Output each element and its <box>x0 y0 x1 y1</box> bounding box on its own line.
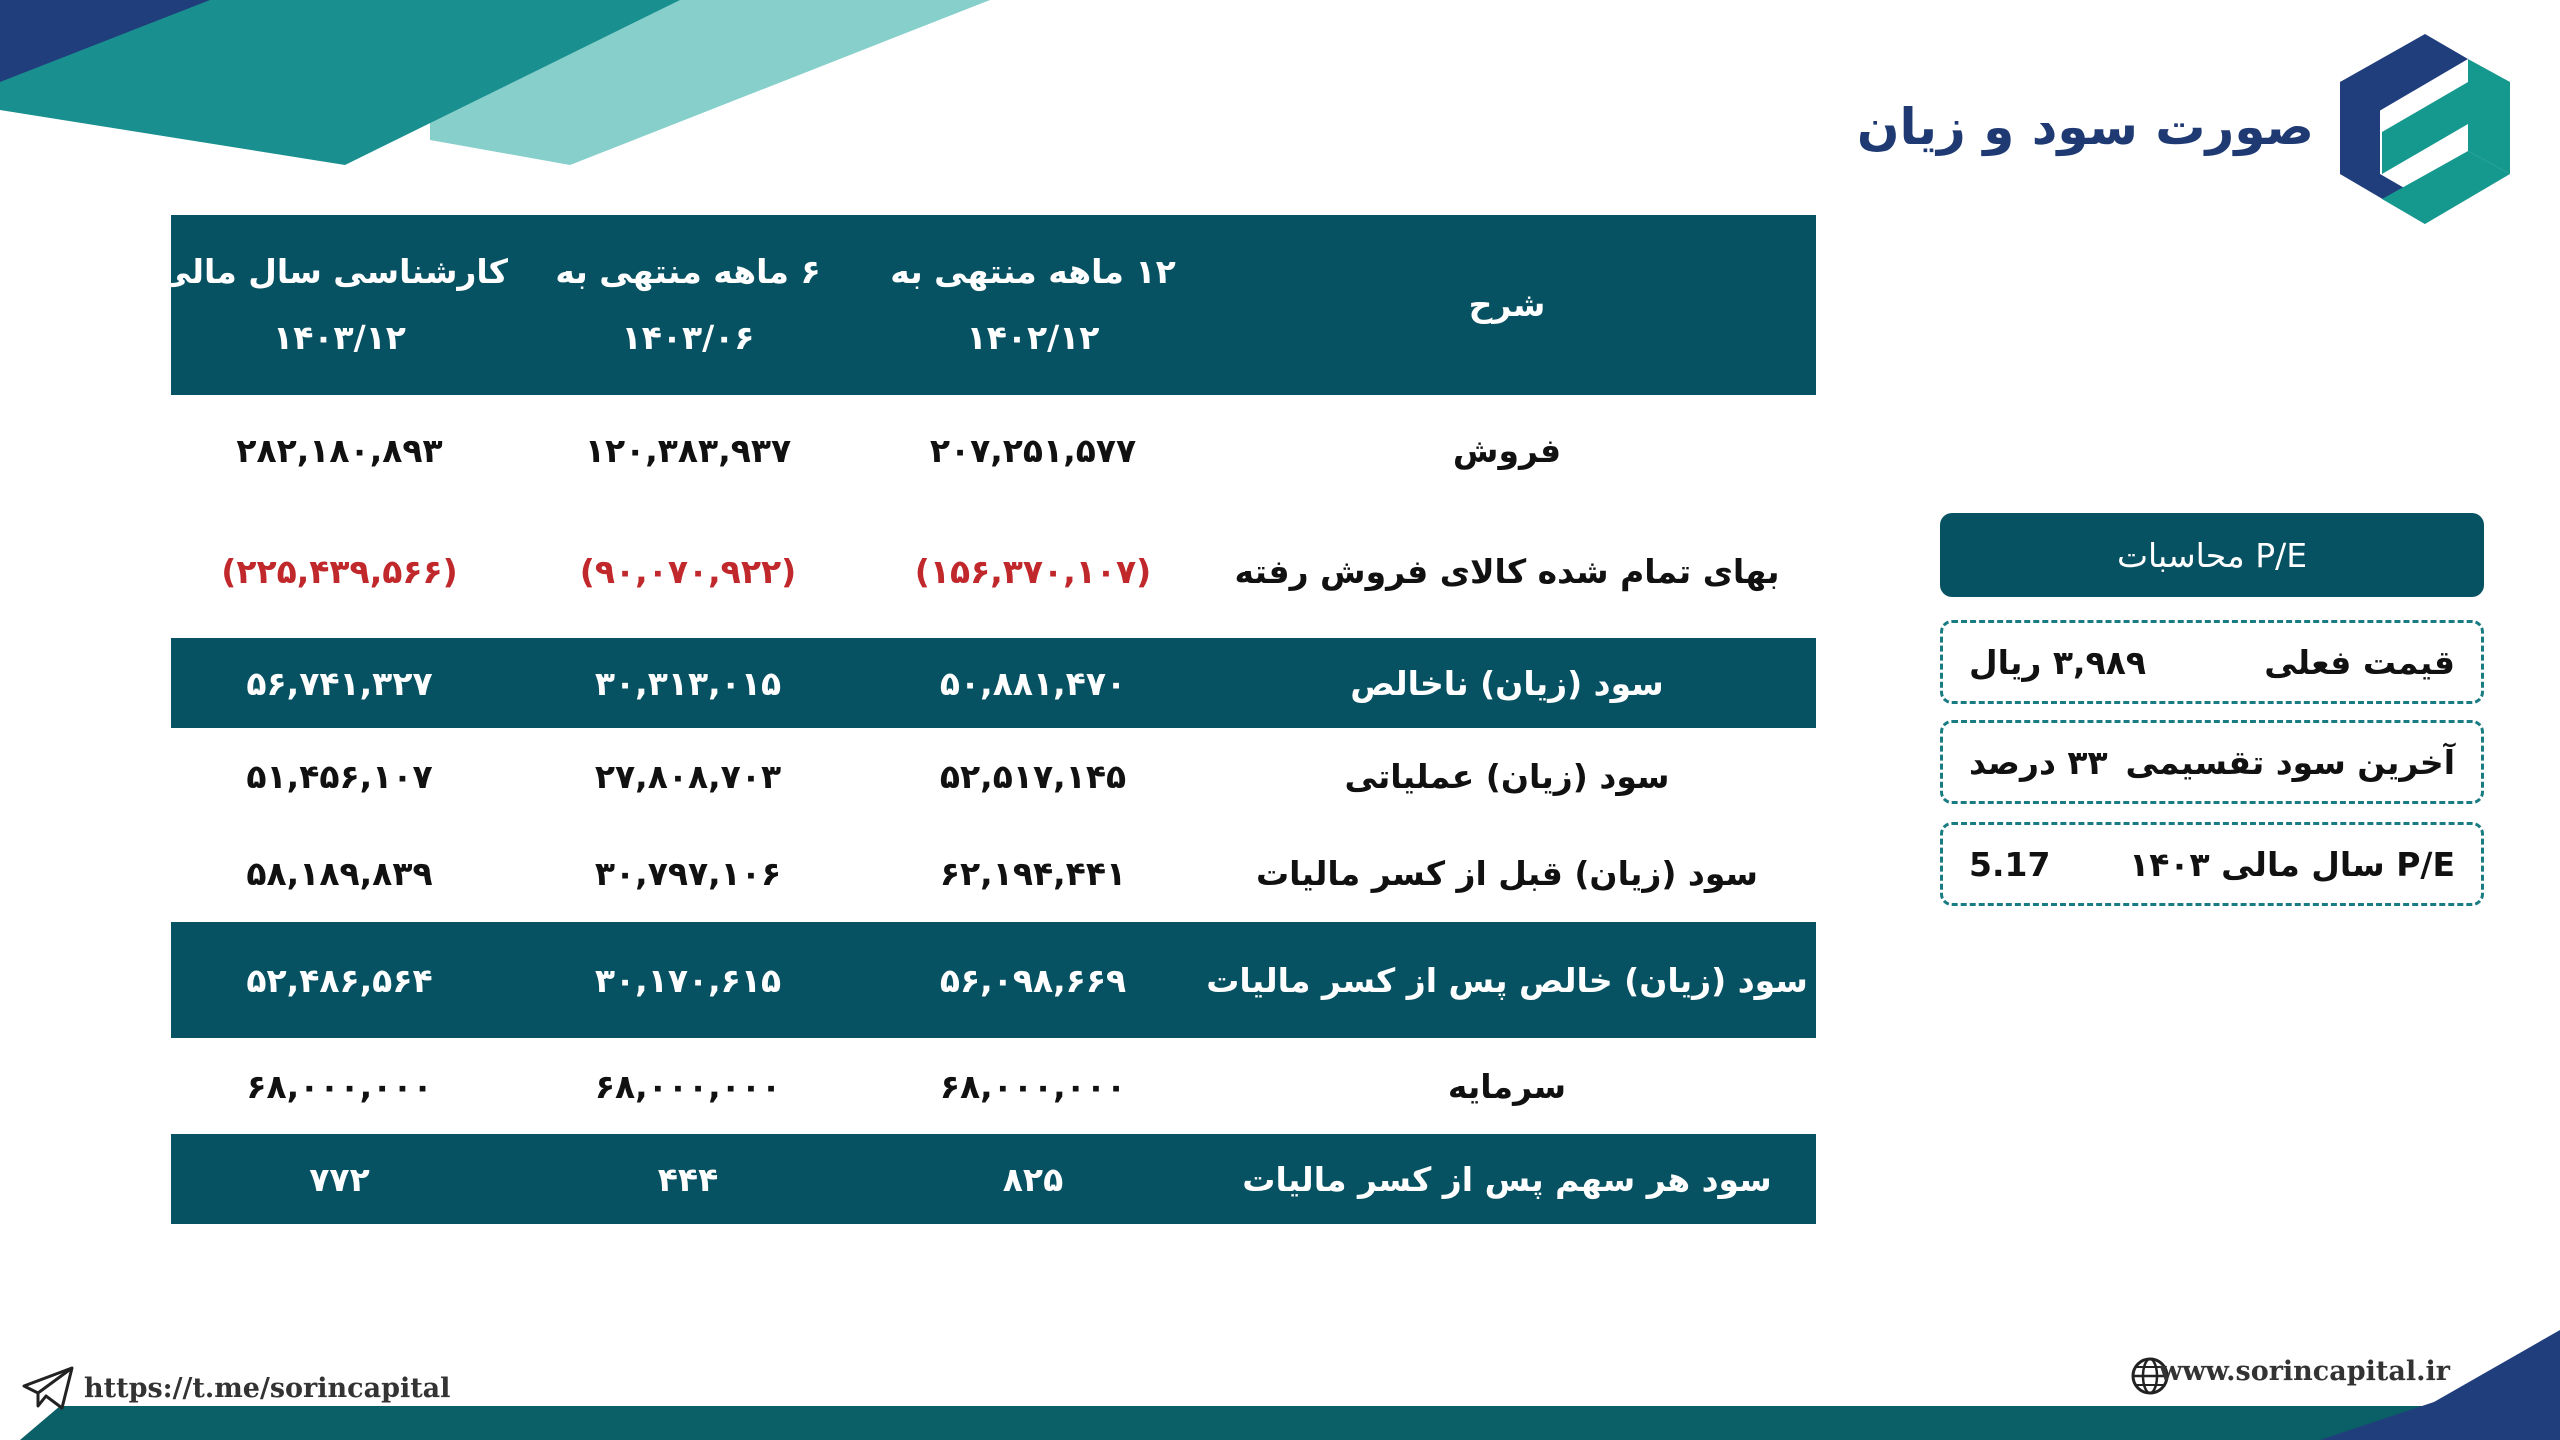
header-col-1403-12: کارشناسی سال مالی ۱۴۰۳/۱۲ <box>158 252 508 357</box>
header-description: شرح <box>1468 285 1546 324</box>
sorin-logo-icon <box>2340 34 2510 224</box>
pe-panel-title: محاسبات P/E <box>1940 513 2484 597</box>
table-row-pretax-profit: سود (زیان) قبل از کسر مالیات ۶۲,۱۹۴,۴۴۱ ۳۰,۷۹۷,۱۰۶ ۵۸,۱۸۹,۸۳۹ <box>246 853 1758 893</box>
table-row-cogs: بهای تمام شده کالای فروش رفته (۱۵۶,۳۷۰,۱۰۷) (۹۰,۰۷۰,۹۲۲) (۲۲۵,۴۳۹,۵۶۶) <box>221 552 1780 591</box>
table-row-net-profit: سود (زیان) خالص پس از کسر مالیات ۵۶,۰۹۸,۶۶۹ ۳۰,۱۷۰,۶۱۵ ۵۲,۴۸۶,۵۶۴ <box>171 922 1816 1038</box>
header-col-1403-06: ۶ ماهه منتهی به ۱۴۰۳/۰۶ <box>555 252 821 357</box>
table-row-operating-profit: سود (زیان) عملیاتی ۵۲,۵۱۷,۱۴۵ ۲۷,۸۰۸,۷۰۳ ۵۱,۴۵۶,۱۰۷ <box>246 756 1670 796</box>
income-statement-table <box>158 215 1816 1224</box>
table-row-capital: سرمایه ۶۸,۰۰۰,۰۰۰ ۶۸,۰۰۰,۰۰۰ ۶۸,۰۰۰,۰۰۰ <box>246 1066 1567 1106</box>
telegram-icon <box>22 1366 74 1410</box>
header-col-1402: ۱۲ ماهه منتهی به ۱۴۰۲/۱۲ <box>890 252 1176 357</box>
pe-label: آخرین سود تقسیمی <box>2125 742 2455 782</box>
website-link[interactable]: www.sorincapital.ir <box>2159 1356 2450 1387</box>
pe-label: P/E سال مالی ۱۴۰۳ <box>2129 844 2455 884</box>
pe-value: ۳۳ درصد <box>1969 742 2108 782</box>
table-row-gross-profit: سود (زیان) ناخالص ۵۰,۸۸۱,۴۷۰ ۳۰,۳۱۳,۰۱۵ ۵۶,۷۴۱,۳۲۷ <box>171 638 1816 728</box>
footer-decoration <box>0 1400 2560 1440</box>
page-title: صورت سود و زیان <box>1856 98 2314 156</box>
pe-label: قیمت فعلی <box>2264 642 2455 682</box>
pe-current-price <box>1940 620 2484 704</box>
pe-last-dividend <box>1940 720 2484 804</box>
pe-ratio-1403 <box>1940 822 2484 906</box>
pe-value: 5.17 <box>1969 844 2051 884</box>
pe-value: ۳,۹۸۹ ریال <box>1969 642 2147 682</box>
table-header <box>158 215 1816 395</box>
header-decoration <box>0 0 1000 170</box>
table-row-sales: فروش ۲۰۷,۲۵۱,۵۷۷ ۱۲۰,۳۸۳,۹۳۷ ۲۸۲,۱۸۰,۸۹۳ <box>236 430 1562 470</box>
table-row-eps: سود هر سهم پس از کسر مالیات ۸۲۵ ۴۴۴ ۷۷۲ <box>171 1134 1816 1224</box>
telegram-link[interactable]: https://t.me/sorincapital <box>84 1373 451 1404</box>
